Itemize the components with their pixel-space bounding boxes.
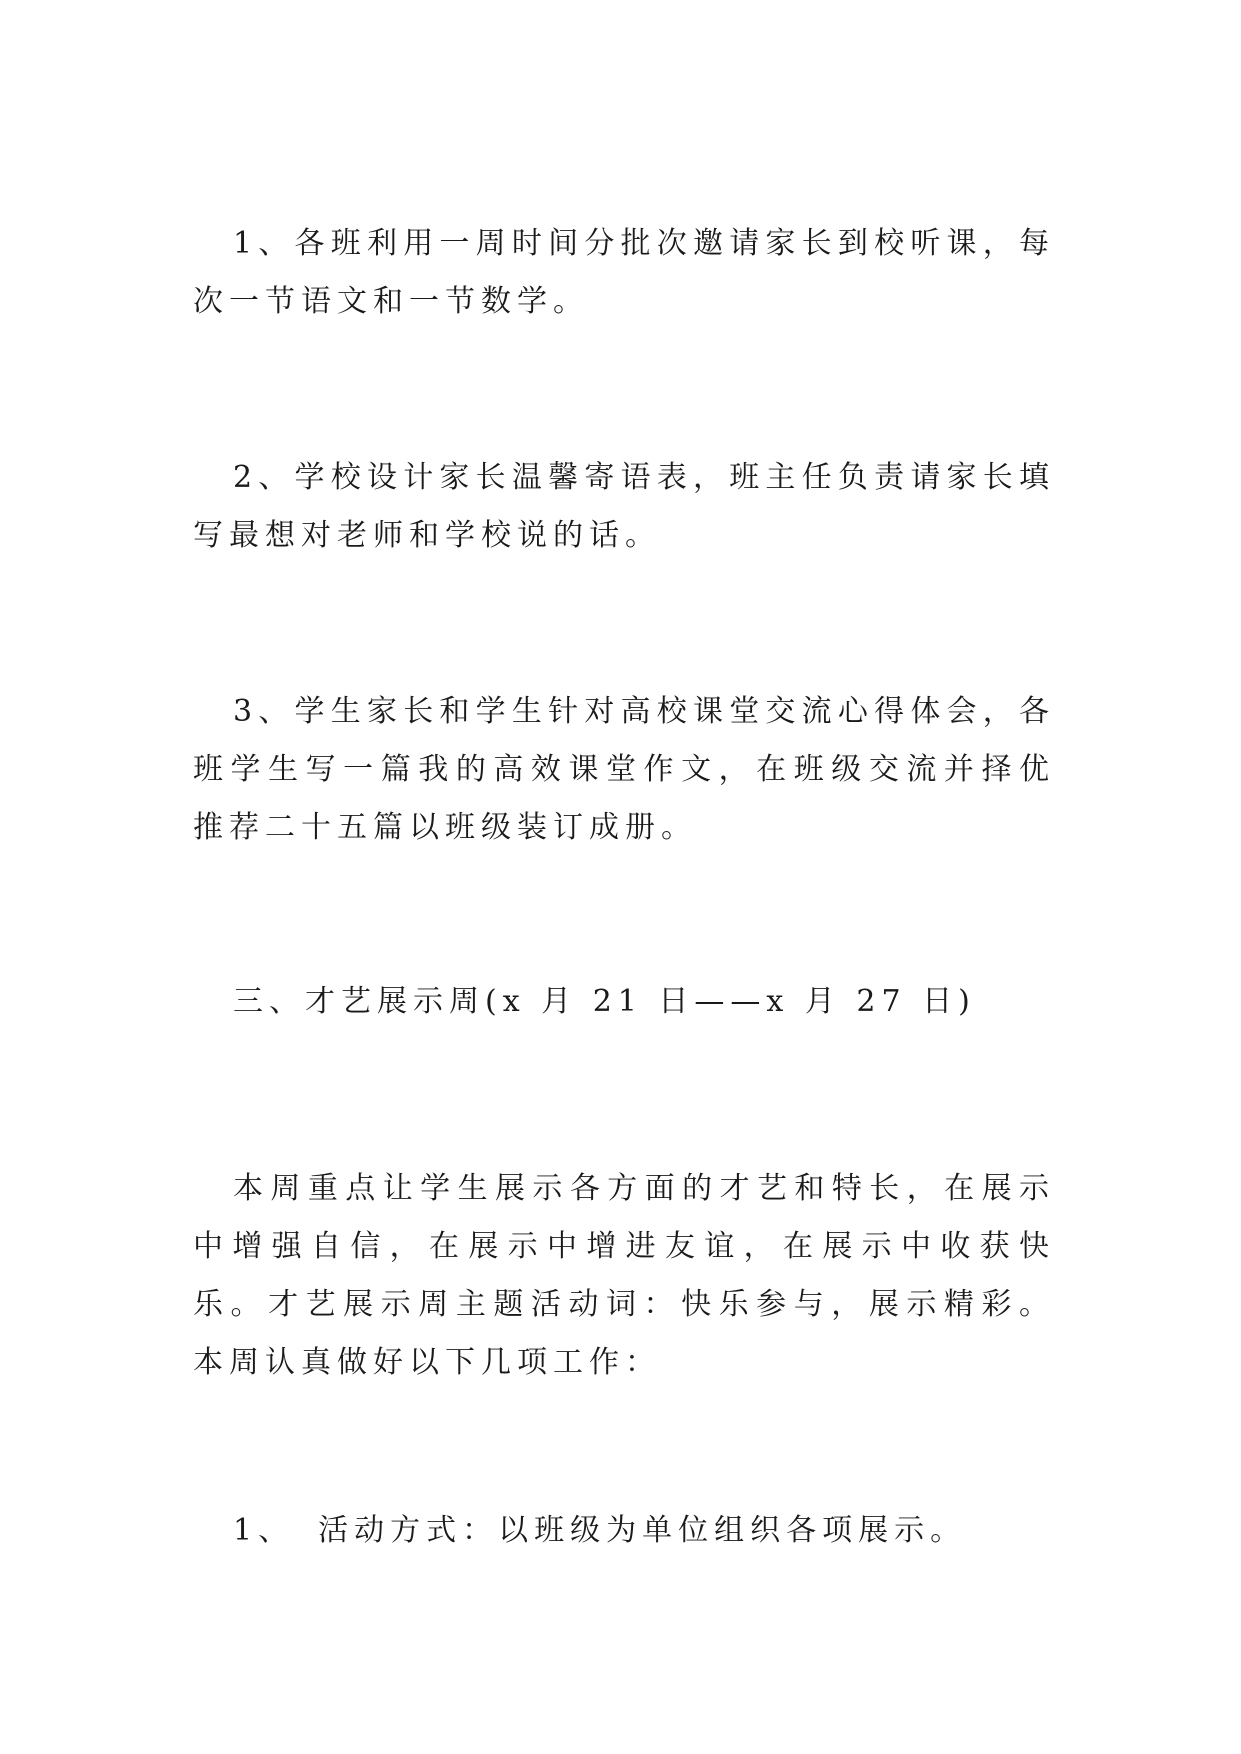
list-item-number: 1、 [233,1513,295,1548]
paragraph-talent-week-intro: 本周重点让学生展示各方面的才艺和特长，在展示中增强自信，在展示中增进友谊，在展示中收获快乐。才艺展示周主题活动词：快乐参与，展示精彩。本周认真做好以下几项工作： [193,1171,1055,1380]
paragraph-parent-class-visits: 1、各班利用一周时间分批次邀请家长到校听课，每次一节语文和一节数学。 [193,226,1055,319]
section-heading-talent-week: 三、才艺展示周(x 月 21 日——x 月 27 日) [233,984,976,1019]
list-item-text: 活动方式：以班级为单位组织各项展示。 [318,1513,967,1548]
paragraph-parent-message-form: 2、学校设计家长温馨寄语表，班主任负责请家长填写最想对老师和学校说的话。 [193,460,1055,553]
list-item-activity-format [193,1502,1055,1560]
paragraph-classroom-essay: 3、学生家长和学生针对高校课堂交流心得体会，各班学生写一篇我的高效课堂作文，在班级交流并择优推荐二十五篇以班级装订成册。 [193,694,1055,845]
